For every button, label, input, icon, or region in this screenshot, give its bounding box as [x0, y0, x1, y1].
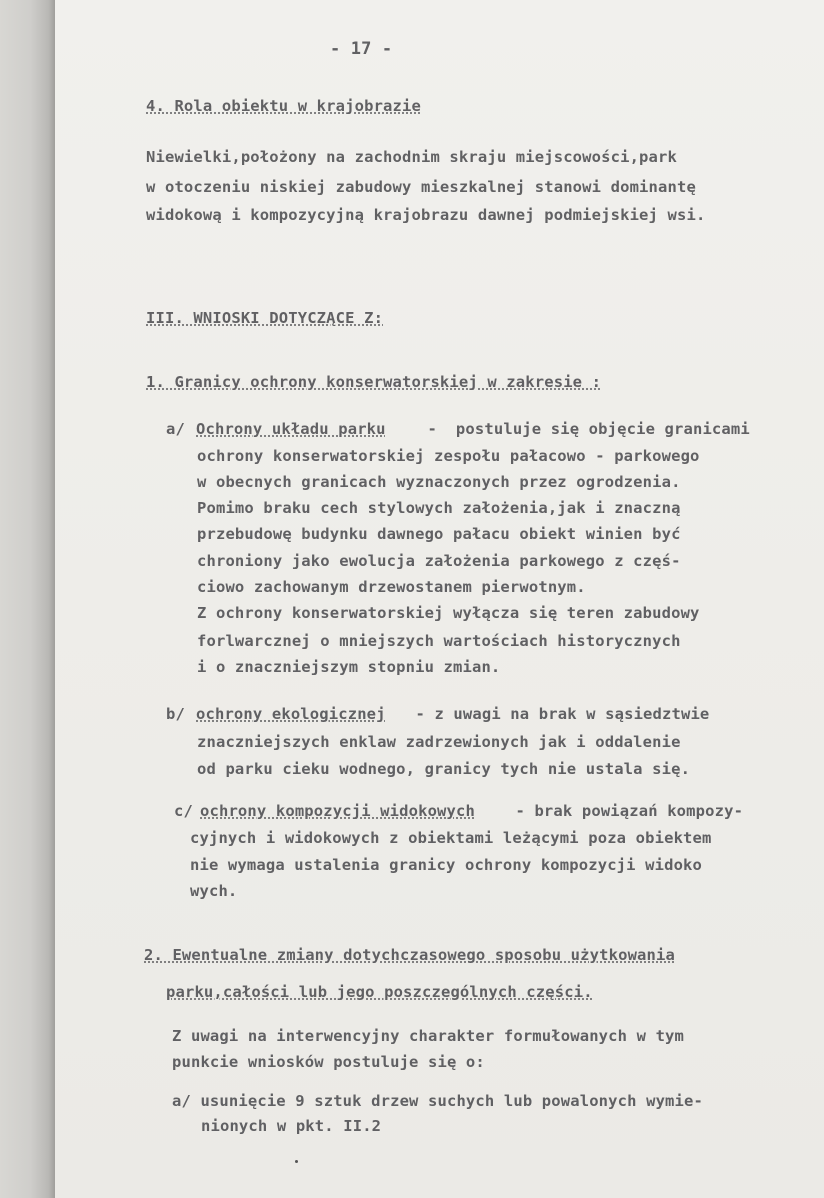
section-4-line-3: widokową i kompozycyjną krajobrazu dawnej podmiejskiej wsi. — [146, 206, 706, 224]
point-1a-term: Ochrony układu parku — [196, 420, 386, 438]
point-1a-line-7: ciowo zachowanym drzewostanem pierwotnym. — [197, 578, 586, 596]
point-1a-line-5: przebudowę budynku dawnego pałacu obiekt winien być — [197, 525, 681, 543]
point-1c-line-4: wych. — [190, 882, 238, 900]
point-1a-line-3: w obecnych granicach wyznaczonych przez ogrodzenia. — [197, 473, 681, 491]
point-1b-label: b/ — [166, 705, 185, 723]
point-1a-line-1: - postuluje się objęcie granicami — [418, 420, 750, 438]
point-1c-line-1: - brak powiązań kompozy- — [506, 802, 744, 820]
page-edge — [0, 0, 55, 1198]
point-1c-line-3: nie wymaga ustalenia granicy ochrony kompozycji widoko — [190, 856, 703, 874]
point-1a-line-9: forlwarcznej o mniejszych wartościach historycznych — [197, 632, 681, 650]
point-2a-line-2: nionych w pkt. II.2 — [201, 1117, 382, 1135]
point-1a-label: a/ — [166, 420, 185, 438]
point-1a-line-10: i o znaczniejszym stopniu zmian. — [197, 658, 501, 676]
section-3-heading: III. WNIOSKI DOTYCZĄCE Z: — [146, 309, 384, 327]
point-1a-line-8: Z ochrony konserwatorskiej wyłącza się teren zabudowy — [197, 604, 700, 622]
point-1-heading: 1. Granicy ochrony konserwatorskiej w zakresie : — [146, 373, 602, 391]
point-1b-term: ochrony ekologicznej — [196, 705, 386, 723]
point-1b-line-2: znaczniejszych enklaw zadrzewionych jak i oddalenie — [197, 733, 681, 751]
scan-spot — [295, 1160, 298, 1163]
point-2-heading-line-1: 2. Ewentualne zmiany dotychczasowego sposobu użytkowania — [144, 946, 675, 964]
point-2-heading-line-2: parku,całości lub jego poszczególnych części. — [166, 983, 593, 1001]
point-1b-line-3: od parku cieku wodnego, granicy tych nie ustala się. — [197, 760, 691, 778]
point-1a-line-2: ochrony konserwatorskiej zespołu pałacowo - parkowego — [197, 447, 700, 465]
point-1c-line-2: cyjnych i widokowych z obiektami leżącymi poza obiektem — [190, 829, 712, 847]
point-1c-label: c/ — [174, 802, 193, 820]
section-4-line-2: w otoczeniu niskiej zabudowy mieszkalnej stanowi dominantę — [146, 178, 696, 196]
section-4-line-1: Niewielki,położony na zachodnim skraju miejscowości,park — [146, 148, 677, 166]
point-2a-line-1: a/ usunięcie 9 sztuk drzew suchych lub powalonych wymie- — [172, 1092, 703, 1110]
page-number: - 17 - — [330, 39, 393, 59]
point-2-line-2: punkcie wniosków postuluje się o: — [172, 1053, 485, 1071]
point-1b-line-1: - z uwagi na brak w sąsiedztwie — [406, 705, 710, 723]
point-1c-term: ochrony kompozycji widokowych — [200, 802, 475, 820]
point-1a-line-4: Pomimo braku cech stylowych założenia,jak i znaczną — [197, 499, 681, 517]
section-4-heading: 4. Rola obiektu w krajobrazie — [146, 97, 421, 115]
point-1a-line-6: chroniony jako ewolucja założenia parkowego z częś- — [197, 552, 681, 570]
point-2-line-1: Z uwagi na interwencyjny charakter formułowanych w tym — [172, 1027, 685, 1045]
